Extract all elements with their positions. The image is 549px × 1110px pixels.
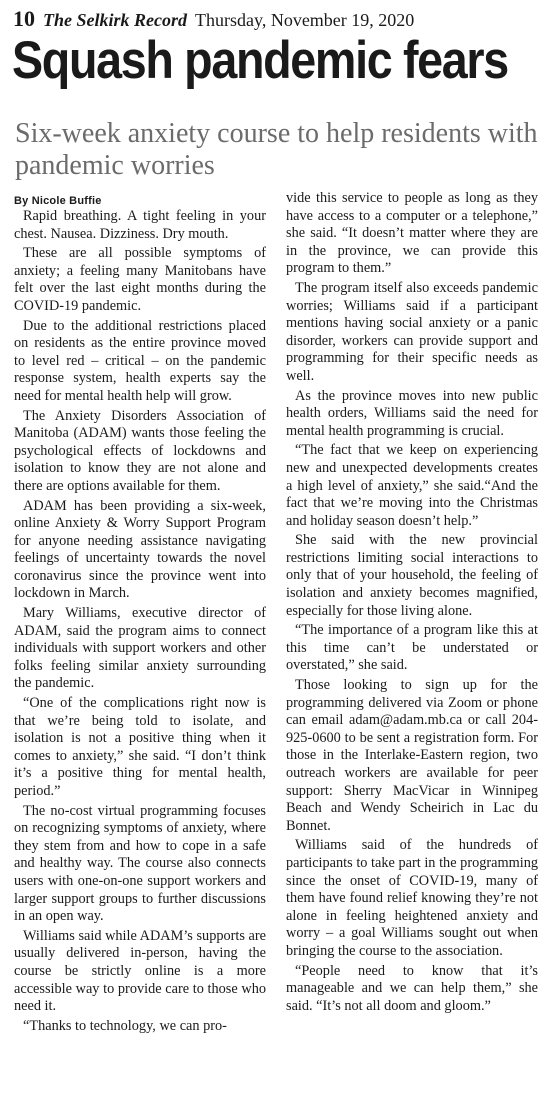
- page-number: 10: [13, 6, 35, 31]
- article-column-left: [14, 208, 266, 1037]
- paragraph: “The importance of a program like this at this time can’t be understated or overstated,” she said.: [286, 622, 538, 674]
- paragraph: “Thanks to technology, we can pro-: [23, 1017, 227, 1034]
- publication-name: The Selkirk Record: [43, 10, 187, 30]
- paragraph: Rapid breathing. A tight feeling in your chest. Nausea. Dizziness. Dry mouth.: [14, 208, 266, 242]
- deck-subheadline: Six-week anxiety course to help residents with pandemic worries: [15, 118, 538, 181]
- paragraph: “One of the complications right now is that we’re being told to isolate, and isolation is not a positive thing when it comes to anxiety,” she said. “I don’t think it’s a positive thing for mental health, period.”: [14, 695, 266, 799]
- paragraph: “The fact that we keep on experiencing new and unexpected developments creates a high level of anxiety,” she said.“And the fact that we’re moving into the Christmas and holiday season doesn’t help.”: [286, 442, 538, 529]
- paragraph: Williams said while ADAM’s supports are usually delivered in-person, having the course be strictly online is a more accessible way to provide care to those who need it.: [14, 927, 266, 1015]
- paragraph: As the province moves into new public health orders, Williams said the need for mental health programming is crucial.: [286, 387, 538, 439]
- article-column-right: [286, 190, 538, 1017]
- paragraph: These are all possible symptoms of anxiety; a feeling many Manitobans have felt over the last eight months during the COVID-19 pandemic.: [14, 245, 266, 314]
- paragraph: ADAM has been providing a six-week, online Anxiety & Worry Support Program for anyone needing assistance navigating feelings of uncertainty towards the novel coronavirus since the province went into lockdown in March.: [14, 497, 266, 602]
- paragraph: The program itself also exceeds pandemic worries; Williams said if a participant mentions having social anxiety or a panic disorder, workers can provide support and programming for their specific needs as well.: [286, 279, 538, 384]
- paragraph-continued: vide this service to people as long as they have access to a computer or a telephone,” she said. “It doesn’t matter where they are in the province, we can provide this program to them.”: [286, 190, 538, 277]
- byline: By Nicole Buffie: [14, 195, 102, 207]
- paragraph: Mary Williams, executive director of ADAM, said the program aims to connect individuals with support workers and other folks feeling similar anxiety surrounding the pandemic.: [14, 605, 266, 692]
- issue-date: Thursday, November 19, 2020: [195, 10, 415, 30]
- paragraph: Williams said of the hundreds of participants to take part in the programming since the onset of COVID-19, many of them have found relief knowing they’re not alone in feeling heightened anxiety and worry – a goal Williams sought out when bringing the course to the association.: [286, 837, 538, 959]
- paragraph: The Anxiety Disorders Association of Manitoba (ADAM) wants those feeling the psychological effects of lockdowns and isolation to know they are not alone and there are options available for them.: [14, 407, 266, 494]
- paragraph: Due to the additional restrictions placed on residents as the entire province moved to level red – critical – on the pandemic response system, health experts say the need for mental health help will grow.: [14, 317, 266, 404]
- paragraph: Those looking to sign up for the programming delivered via Zoom or phone can email adam@adam.mb.ca or call 204-925-0600 to be sent a registration form. For those in the Interlake-Eastern region, two outreach workers are available for peer support: Sherry MacVicar in Winnipeg Beach and Wendy Scheirich in Lac du Bonnet.: [286, 677, 538, 834]
- paragraph: The no-cost virtual programming focuses on recognizing symptoms of anxiety, where they stem from and how to cope in a safe and healthy way. The course also connects users with one-on-one support workers and larger support groups to further discussions in an open way.: [14, 802, 266, 925]
- paragraph: She said with the new provincial restrictions limiting social interactions to only that of your household, the feeling of isolation and anxiety becomes magnified, especially for those living alone.: [286, 532, 538, 619]
- headline: Squash pandemic fears: [12, 31, 508, 90]
- paragraph: “People need to know that it’s manageable and we can help them,” she said. “It’s not all doom and gloom.”: [286, 962, 538, 1014]
